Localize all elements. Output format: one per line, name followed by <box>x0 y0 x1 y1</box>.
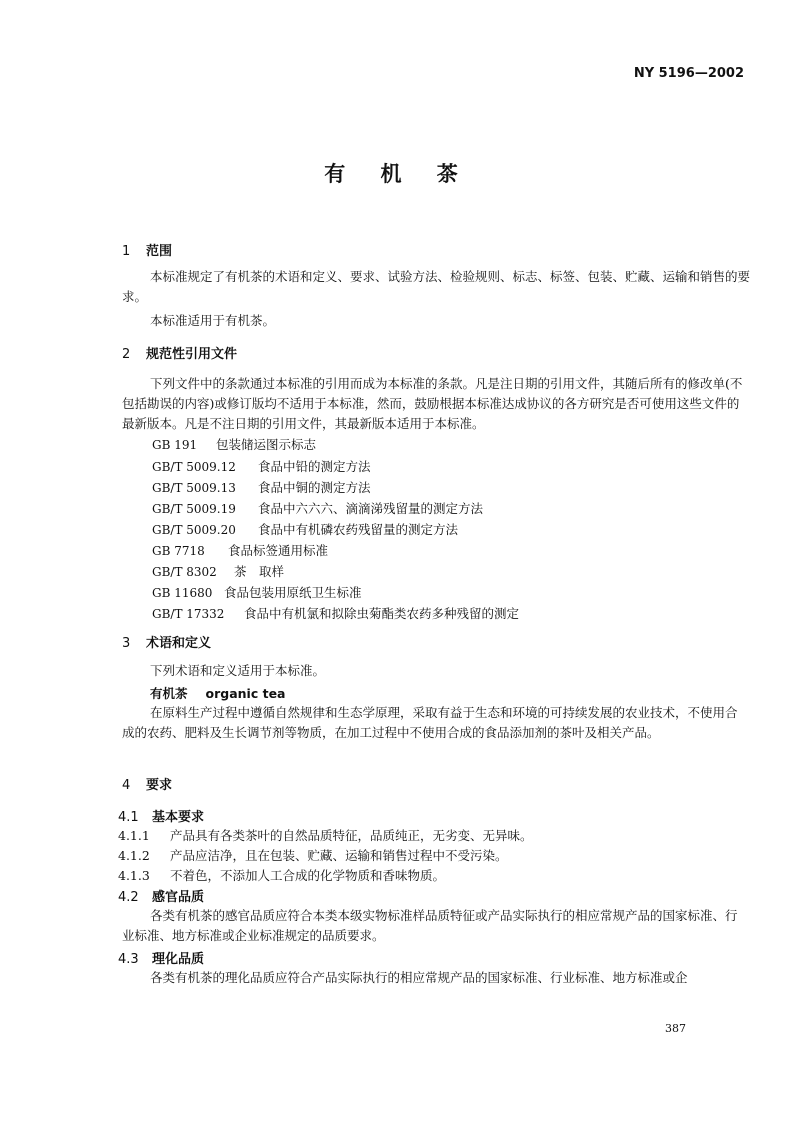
reference-code: GB/T 5009.12 <box>152 460 236 474</box>
reference-code: GB/T 8302 <box>152 565 217 579</box>
section-title: 规范性引用文件 <box>146 347 238 362</box>
reference-title: 食品中铜的测定方法 <box>258 480 371 495</box>
section-number: 1 <box>122 244 131 259</box>
section-4-heading <box>122 774 172 793</box>
section-4-3-heading <box>118 948 204 967</box>
term-english: organic tea <box>205 686 286 701</box>
reference-item <box>152 520 458 538</box>
term-definition: 在原料生产过程中遵循自然规律和生态学原理，采取有益于生态和环境的可持续发展的农业技术，不使用合成的农药、肥料及生长调节剂等物质，在加工过程中不使用合成的食品添加剂的茶叶及相关产品。 <box>122 705 738 740</box>
clause-number: 4.1.1 <box>118 828 150 843</box>
section-3-paragraph-1: 下列术语和定义适用于本标准。 <box>150 663 326 678</box>
clause-4-1-1 <box>118 826 533 844</box>
reference-code: GB/T 5009.19 <box>152 502 236 516</box>
reference-code: GB/T 5009.20 <box>152 523 236 537</box>
clause-4-1-2 <box>118 846 508 864</box>
reference-title: 食品标签通用标准 <box>228 543 329 558</box>
reference-code: GB 7718 <box>152 544 205 558</box>
clause-text: 不着色，不添加人工合成的化学物质和香味物质。 <box>170 868 446 883</box>
section-title: 术语和定义 <box>146 636 212 651</box>
section-1-paragraph-1: 本标准规定了有机茶的术语和定义、要求、试验方法、检验规则、标志、标签、包装、贮藏、运输和销售的要求。 <box>122 269 751 304</box>
section-title: 理化品质 <box>152 952 205 967</box>
page-number: 387 <box>665 1022 686 1035</box>
clause-number: 4.1.2 <box>118 848 150 863</box>
reference-item <box>152 604 519 622</box>
section-3-heading <box>122 632 211 651</box>
section-number: 4.3 <box>118 952 139 967</box>
section-number: 3 <box>122 636 131 651</box>
reference-title: 食品中有机磷农药残留量的测定方法 <box>258 522 459 537</box>
reference-code: GB 191 <box>152 438 198 452</box>
reference-title: 茶 取样 <box>234 564 285 579</box>
clause-text: 产品应洁净，且在包装、贮藏、运输和销售过程中不受污染。 <box>170 848 508 863</box>
reference-item <box>152 499 483 517</box>
section-title: 要求 <box>146 778 173 793</box>
term-chinese: 有机茶 <box>150 686 188 701</box>
reference-code: GB/T 17332 <box>152 607 225 621</box>
reference-title: 食品包装用原纸卫生标准 <box>224 585 362 600</box>
term-entry <box>150 683 285 702</box>
clause-text: 产品具有各类茶叶的自然品质特征，品质纯正，无劣变、无异味。 <box>170 828 533 843</box>
section-title: 基本要求 <box>152 810 205 825</box>
section-number: 4 <box>122 778 131 793</box>
reference-item <box>152 583 362 601</box>
reference-item <box>152 541 328 559</box>
section-2-paragraph-1: 下列文件中的条款通过本标准的引用而成为本标准的条款。凡是注日期的引用文件，其随后所有的修改单(不包括勘误的内容)或修订版均不适用于本标准，然而，鼓励根据本标准达成协议的各方研究是否可使用这些文件的最新版本。凡是不注日期的引用文件，其最新版本适用于本标准。 <box>122 376 743 431</box>
reference-item <box>152 457 371 475</box>
reference-title: 食品中六六六、滴滴涕残留量的测定方法 <box>258 501 484 516</box>
reference-item <box>152 478 371 496</box>
section-number: 4.2 <box>118 890 139 905</box>
section-2-heading <box>122 343 237 362</box>
clause-number: 4.1.3 <box>118 868 150 883</box>
reference-code: GB 11680 <box>152 586 213 600</box>
section-number: 2 <box>122 347 131 362</box>
section-4-1-heading <box>118 806 204 825</box>
standard-number: NY 5196—2002 <box>633 66 744 81</box>
reference-title: 食品中铅的测定方法 <box>258 459 371 474</box>
reference-item <box>152 562 284 580</box>
section-number: 4.1 <box>118 810 139 825</box>
section-1-heading <box>122 240 172 259</box>
section-4-2-heading <box>118 886 204 905</box>
reference-item <box>152 435 316 453</box>
section-title: 感官品质 <box>152 890 205 905</box>
section-title: 范围 <box>146 244 173 259</box>
reference-title: 食品中有机氯和拟除虫菊酯类农药多种残留的测定 <box>244 606 520 621</box>
reference-title: 包装储运图示标志 <box>216 437 317 452</box>
clause-4-1-3 <box>118 866 445 884</box>
section-4-2-text: 各类有机茶的感官品质应符合本类本级实物标准样品质特征或产品实际执行的相应常规产品的国家标准、行业标准、地方标准或企业标准规定的品质要求。 <box>122 908 738 943</box>
section-4-3-text: 各类有机茶的理化品质应符合产品实际执行的相应常规产品的国家标准、行业标准、地方标准或企 <box>150 970 688 985</box>
document-title: 有 机 茶 <box>324 162 472 186</box>
section-1-paragraph-2: 本标准适用于有机茶。 <box>150 313 276 328</box>
reference-code: GB/T 5009.13 <box>152 481 236 495</box>
